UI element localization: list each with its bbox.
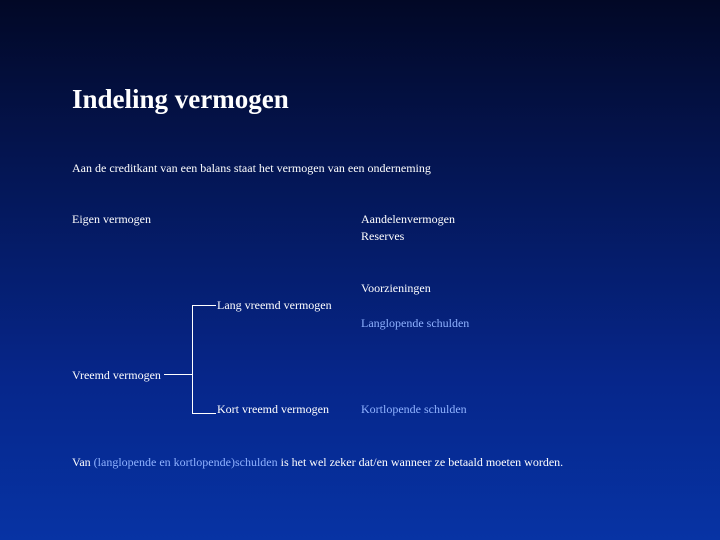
- bracket-vertical-line: [192, 305, 193, 414]
- langlopende-schulden-label: Langlopende schulden: [361, 316, 470, 330]
- footer-text: [72, 454, 563, 471]
- bracket-top-line: [192, 305, 216, 306]
- slide-title: Indeling vermogen: [72, 84, 289, 114]
- kort-vreemd-vermogen-label: Kort vreemd vermogen: [217, 402, 329, 416]
- aandelenvermogen-label: Aandelenvermogen: [361, 212, 455, 226]
- kortlopende-schulden-label: Kortlopende schulden: [361, 402, 467, 416]
- vreemd-vermogen-label: Vreemd vermogen: [72, 368, 161, 382]
- voorzieningen-label: Voorzieningen: [361, 281, 431, 295]
- eigen-vermogen-label: Eigen vermogen: [72, 212, 151, 226]
- bracket-stem-line: [164, 374, 192, 375]
- footer-part-1: Van: [72, 455, 94, 469]
- intro-text: Aan de creditkant van een balans staat het vermogen van een onderneming: [72, 161, 431, 175]
- reserves-label: Reserves: [361, 229, 405, 243]
- bracket-bottom-line: [192, 413, 216, 414]
- lang-vreemd-vermogen-label: Lang vreemd vermogen: [217, 298, 332, 312]
- footer-part-2: (langlopende en kortlopende)schulden: [93, 455, 278, 469]
- footer-part-3: is het wel zeker dat/en wanneer ze betaald moeten worden.: [277, 455, 564, 469]
